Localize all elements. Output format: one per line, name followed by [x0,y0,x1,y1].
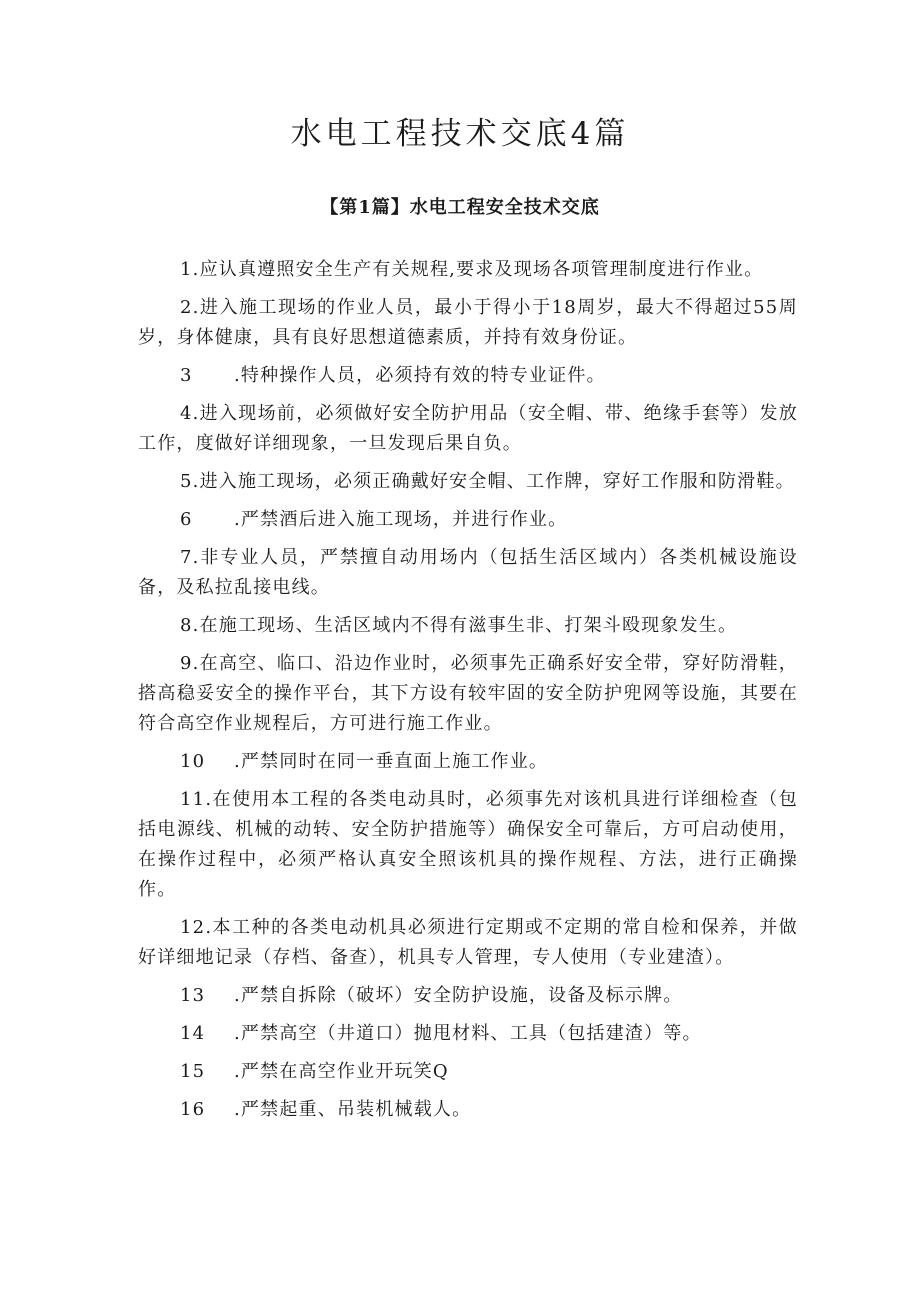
item-number: 6 [180,509,193,530]
list-item [138,785,798,905]
item-number: 16 [180,1099,206,1120]
item-text: .在施工现场、生活区域内不得有滋事生非、打架斗殴现象发生。 [192,615,738,636]
list-item [138,361,798,391]
item-number: 10 [180,751,206,772]
list-item [138,255,798,285]
item-text: .严禁高空（井道口）抛甩材料、工具（包括建渣）等。 [234,1023,702,1044]
list-item [138,505,798,535]
item-text: .在使用本工程的各类电动具时，必须事先对该机具进行详细检查（包括电源线、机械的动转、安全防护措施等）确保安全可靠后，方可启动使用，在操作过程中，必须严格认真安全照该机具的操作规程、方法，进行正确操作。 [138,789,798,900]
list-item [138,467,798,497]
item-text: .特种操作人员，必须持有效的特专业证件。 [234,365,606,386]
list-item [138,649,798,739]
list-item [138,981,798,1011]
list-item [138,1095,798,1125]
item-number: 1 [180,259,193,280]
item-text: .非专业人员，严禁擅自动用场内（包括生活区域内）各类机械设施设备，及私拉乱接电线。 [138,547,798,598]
item-text: .严禁同时在同一垂直面上施工作业。 [234,751,549,772]
list-item [138,399,798,459]
list-item [138,293,798,353]
item-text: .严禁酒后进入施工现场，并进行作业。 [234,509,568,530]
item-number: 14 [180,1023,206,1044]
item-text: .在高空、临口、沿边作业时，必须事先正确系好安全带，穿好防滑鞋，搭高稳妥安全的操作平台，其下方设有较牢固的安全防护兜网等设施，其要在符合高空作业规程后，方可进行施工作业。 [138,653,798,734]
item-text: .进入现场前，必须做好安全防护用品（安全帽、带、绝缘手套等）发放工作，度做好详细现象，一旦发现后果自负。 [138,403,798,454]
item-text: .严禁在高空作业开玩笑Q [234,1061,449,1082]
item-text: .进入施工现场的作业人员，最小于得小于18周岁，最大不得超过55周岁，身体健康，具有良好思想道德素质，并持有效身份证。 [138,297,798,348]
list-item [138,543,798,603]
item-number: 8 [180,615,193,636]
item-number: 7 [180,547,193,568]
item-number: 3 [180,365,193,386]
list-item [138,913,798,973]
section-heading: 【第1篇】水电工程安全技术交底 [320,197,600,218]
item-number: 4 [180,403,193,424]
rules-list [138,255,798,1133]
item-number: 2 [180,297,193,318]
item-number: 9 [180,653,193,674]
item-number: 13 [180,985,206,1006]
list-item [138,1057,798,1087]
item-text: .本工种的各类电动机具必须进行定期或不定期的常自检和保养，并做好详细地记录（存档、备查），机具专人管理，专人使用（专业建渣）。 [138,917,798,968]
item-text: .进入施工现场，必须正确戴好安全帽、工作牌，穿好工作服和防滑鞋。 [192,471,795,492]
list-item [138,1019,798,1049]
list-item [138,747,798,777]
item-number: 12 [180,917,206,938]
item-text: .严禁起重、吊装机械载人。 [234,1099,472,1120]
item-number: 5 [180,471,193,492]
item-number: 15 [180,1061,206,1082]
item-text: .应认真遵照安全生产有关规程,要求及现场各项管理制度进行作业。 [192,259,764,280]
item-number: 11 [180,789,206,810]
list-item [138,611,798,641]
item-text: .严禁自拆除（破坏）安全防护设施，设备及标示牌。 [234,985,683,1006]
document-title: 水电工程技术交底4篇 [290,116,630,152]
